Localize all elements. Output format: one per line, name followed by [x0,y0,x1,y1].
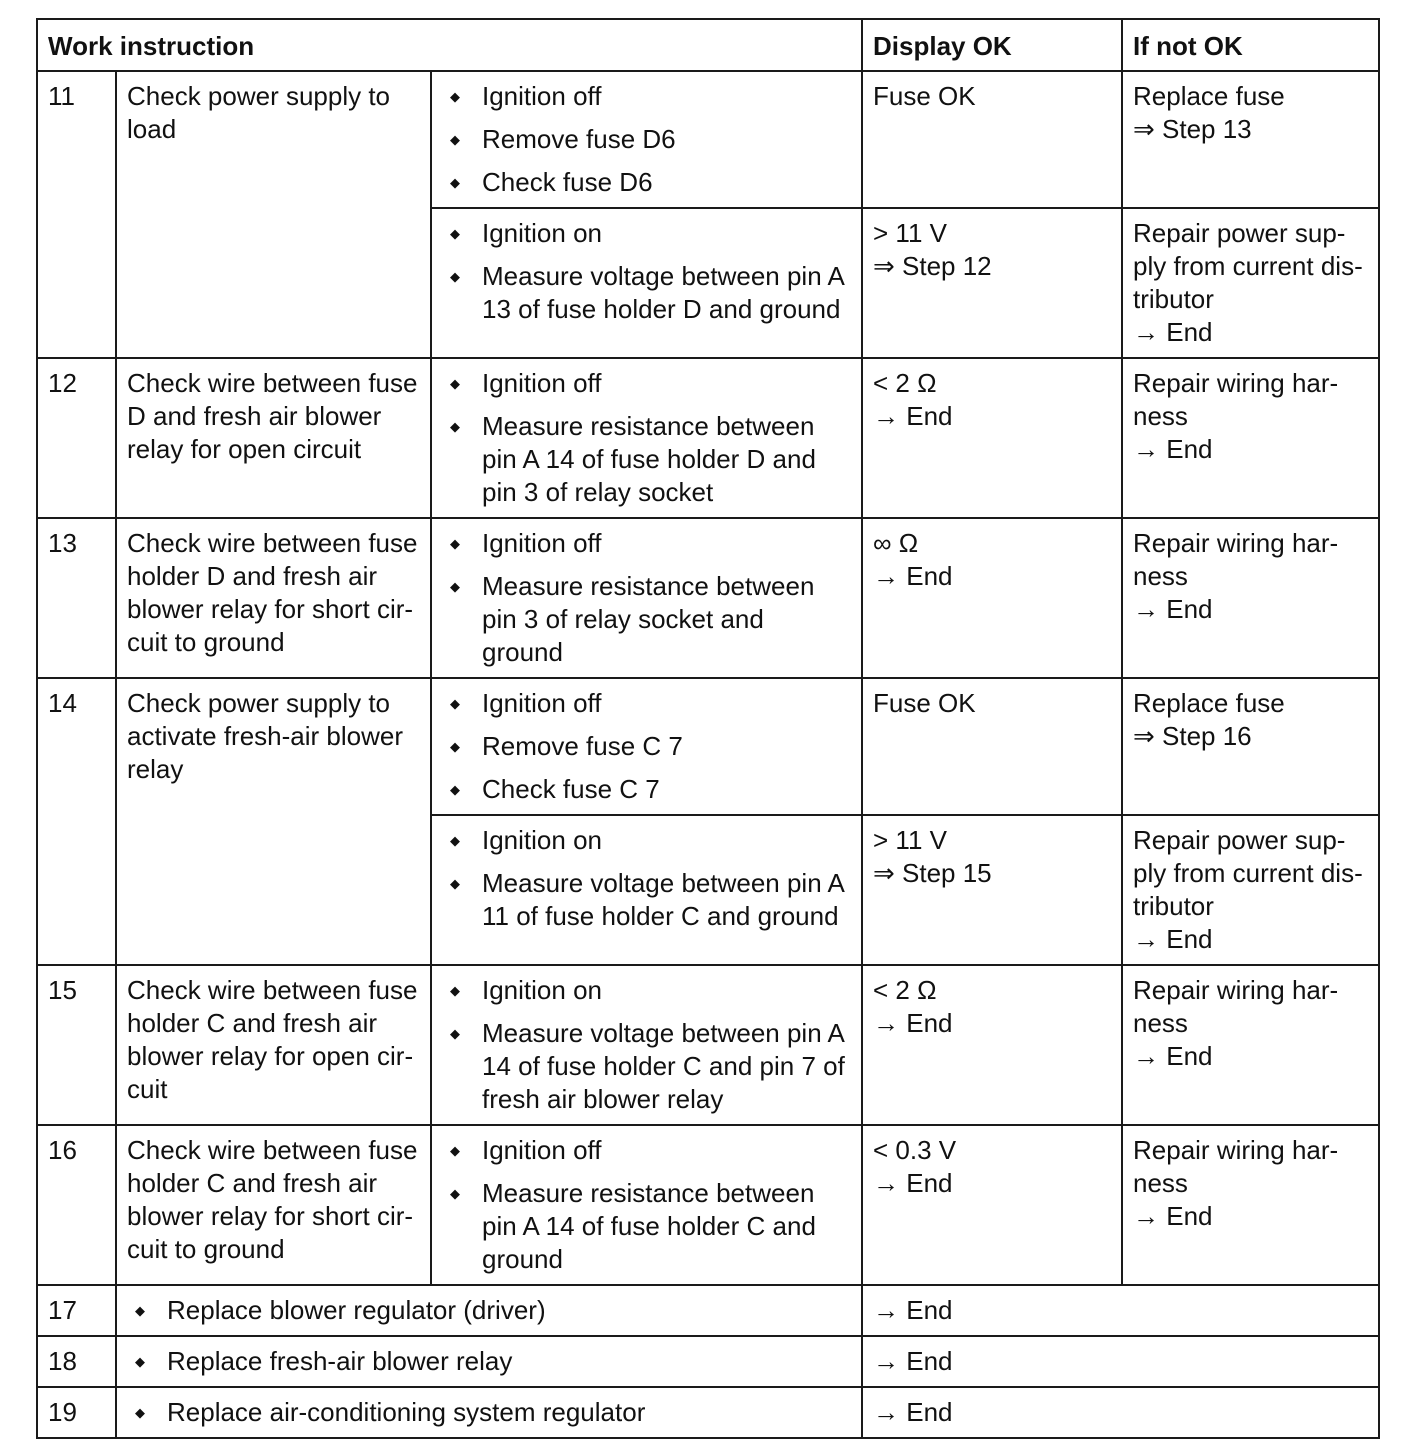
table-row [37,1387,1379,1438]
step-actions [431,678,862,815]
step-description: Check power supply to load [116,71,431,358]
display-ok-line: Fuse OK [873,81,976,111]
action-item: ◆ Ignition on [442,824,851,857]
action-list [127,1345,851,1378]
action-item: ◆ Measure voltage between pin A 13 of fuse holder D and ground [442,260,851,326]
table-row [37,71,1379,208]
if-not-ok-line: → End [1133,924,1213,954]
action-item: ◆ Check fuse C 7 [442,773,851,806]
table-row [37,678,1379,815]
step-number: 16 [37,1125,116,1285]
if-not-ok-line: → End [1133,434,1213,464]
action-item: ◆ Replace blower regulator (driver) [127,1294,851,1327]
action-item: ◆ Measure voltage between pin A 11 of fuse holder C and ground [442,867,851,933]
action-list [442,80,851,199]
display-ok-line: < 0.3 V [873,1135,957,1165]
action-item: ◆ Measure resistance between pin 3 of relay socket and ground [442,570,851,669]
if-not-ok-line: ness [1133,1008,1188,1038]
if-not-ok-cell [1122,678,1379,815]
if-not-ok-line: ness [1133,1168,1188,1198]
header-row [37,19,1379,71]
if-not-ok-cell [1122,815,1379,965]
action-list [442,824,851,933]
step-number: 12 [37,358,116,518]
header-display-ok: Display OK [862,19,1122,71]
if-not-ok-line: → End [1133,1201,1213,1231]
header-if-not-ok: If not OK [1122,19,1379,71]
step-actions [431,71,862,208]
table-body [37,71,1379,1438]
display-ok-cell [862,208,1122,358]
if-not-ok-line: Repair wiring har- [1133,368,1339,398]
step-number: 17 [37,1285,116,1336]
header-work-instruction: Work instruction [37,19,862,71]
action-item: ◆ Remove fuse D6 [442,123,851,156]
action-list [442,1134,851,1276]
if-not-ok-line: Repair wiring har- [1133,528,1339,558]
table-row [37,1336,1379,1387]
if-not-ok-cell [1122,965,1379,1125]
step-number: 18 [37,1336,116,1387]
action-list [442,527,851,669]
display-ok-cell [862,358,1122,518]
if-not-ok-line: ply from current dis- [1133,251,1363,281]
step-description: Check wire between fuse holder D and fresh air blower relay for short cir- cuit to ground [116,518,431,678]
if-not-ok-cell [1122,518,1379,678]
step-actions [431,965,862,1125]
if-not-ok-line: → End [1133,317,1213,347]
if-not-ok-line: Repair power sup- [1133,825,1346,855]
action-item: ◆ Measure resistance between pin A 14 of fuse holder D and pin 3 of relay socket [442,410,851,509]
display-ok-cell [862,965,1122,1125]
action-item: ◆ Replace fresh-air blower relay [127,1345,851,1378]
if-not-ok-cell [1122,1125,1379,1285]
display-ok-cell: → End [862,1387,1379,1438]
if-not-ok-cell [1122,208,1379,358]
table-row [37,518,1379,678]
step-description: Check wire between fuse D and fresh air blower relay for open circuit [116,358,431,518]
action-item: ◆ Remove fuse C 7 [442,730,851,763]
display-ok-line: Fuse OK [873,688,976,718]
if-not-ok-line: → End [1133,594,1213,624]
action-item: ◆ Measure voltage between pin A 14 of fuse holder C and pin 7 of fresh air blower relay [442,1017,851,1116]
if-not-ok-line: ness [1133,401,1188,431]
table-row [37,965,1379,1125]
action-item: ◆ Ignition off [442,80,851,113]
display-ok-cell [862,71,1122,208]
display-ok-cell [862,518,1122,678]
action-item: ◆ Measure resistance between pin A 14 of fuse holder C and ground [442,1177,851,1276]
display-ok-cell [862,678,1122,815]
step-actions [431,208,862,358]
table-row [37,358,1379,518]
display-ok-line: < 2 Ω [873,368,937,398]
action-list [442,217,851,326]
if-not-ok-line: ply from current dis- [1133,858,1363,888]
step-description: Check power supply to activate fresh-air blower relay [116,678,431,965]
work-instruction-table [36,18,1380,1439]
display-ok-line: < 2 Ω [873,975,937,1005]
display-ok-cell: → End [862,1285,1379,1336]
step-number: 15 [37,965,116,1125]
step-actions [116,1285,862,1336]
step-actions [116,1387,862,1438]
table-row [37,1125,1379,1285]
if-not-ok-line: → End [1133,1041,1213,1071]
step-description: Check wire between fuse holder C and fresh air blower relay for open cir- cuit [116,965,431,1125]
action-item: ◆ Ignition off [442,1134,851,1167]
step-actions [431,358,862,518]
table-row [37,1285,1379,1336]
action-item: ◆ Ignition off [442,527,851,560]
display-ok-cell [862,1125,1122,1285]
if-not-ok-line: Repair power sup- [1133,218,1346,248]
step-actions [116,1336,862,1387]
step-actions [431,815,862,965]
display-ok-cell: → End [862,1336,1379,1387]
display-ok-line: > 11 V [873,825,947,855]
step-actions [431,518,862,678]
display-ok-line: → End [873,1008,953,1038]
action-list [127,1294,851,1327]
step-actions [431,1125,862,1285]
display-ok-cell [862,815,1122,965]
step-number: 13 [37,518,116,678]
action-list [442,367,851,509]
display-ok-line: ⇒ Step 12 [873,251,992,281]
if-not-ok-line: Repair wiring har- [1133,1135,1339,1165]
if-not-ok-line: tributor [1133,891,1214,921]
if-not-ok-line: ⇒ Step 13 [1133,114,1252,144]
display-ok-line: → End [873,401,953,431]
action-item: ◆ Check fuse D6 [442,166,851,199]
if-not-ok-line: tributor [1133,284,1214,314]
step-description: Check wire between fuse holder C and fresh air blower relay for short cir- cuit to ground [116,1125,431,1285]
action-item: ◆ Ignition on [442,974,851,1007]
if-not-ok-line: Replace fuse [1133,81,1285,111]
action-list [442,974,851,1116]
step-number: 11 [37,71,116,358]
display-ok-line: ⇒ Step 15 [873,858,992,888]
if-not-ok-cell [1122,358,1379,518]
if-not-ok-line: Replace fuse [1133,688,1285,718]
if-not-ok-line: ness [1133,561,1188,591]
step-number: 14 [37,678,116,965]
action-item: ◆ Replace air-conditioning system regulator [127,1396,851,1429]
if-not-ok-line: Repair wiring har- [1133,975,1339,1005]
action-list [442,687,851,806]
action-item: ◆ Ignition off [442,687,851,720]
display-ok-line: → End [873,561,953,591]
display-ok-line: → End [873,1168,953,1198]
if-not-ok-line: ⇒ Step 16 [1133,721,1252,751]
action-item: ◆ Ignition on [442,217,851,250]
step-number: 19 [37,1387,116,1438]
action-item: ◆ Ignition off [442,367,851,400]
display-ok-line: ∞ Ω [873,528,919,558]
action-list [127,1396,851,1429]
display-ok-line: > 11 V [873,218,947,248]
if-not-ok-cell [1122,71,1379,208]
